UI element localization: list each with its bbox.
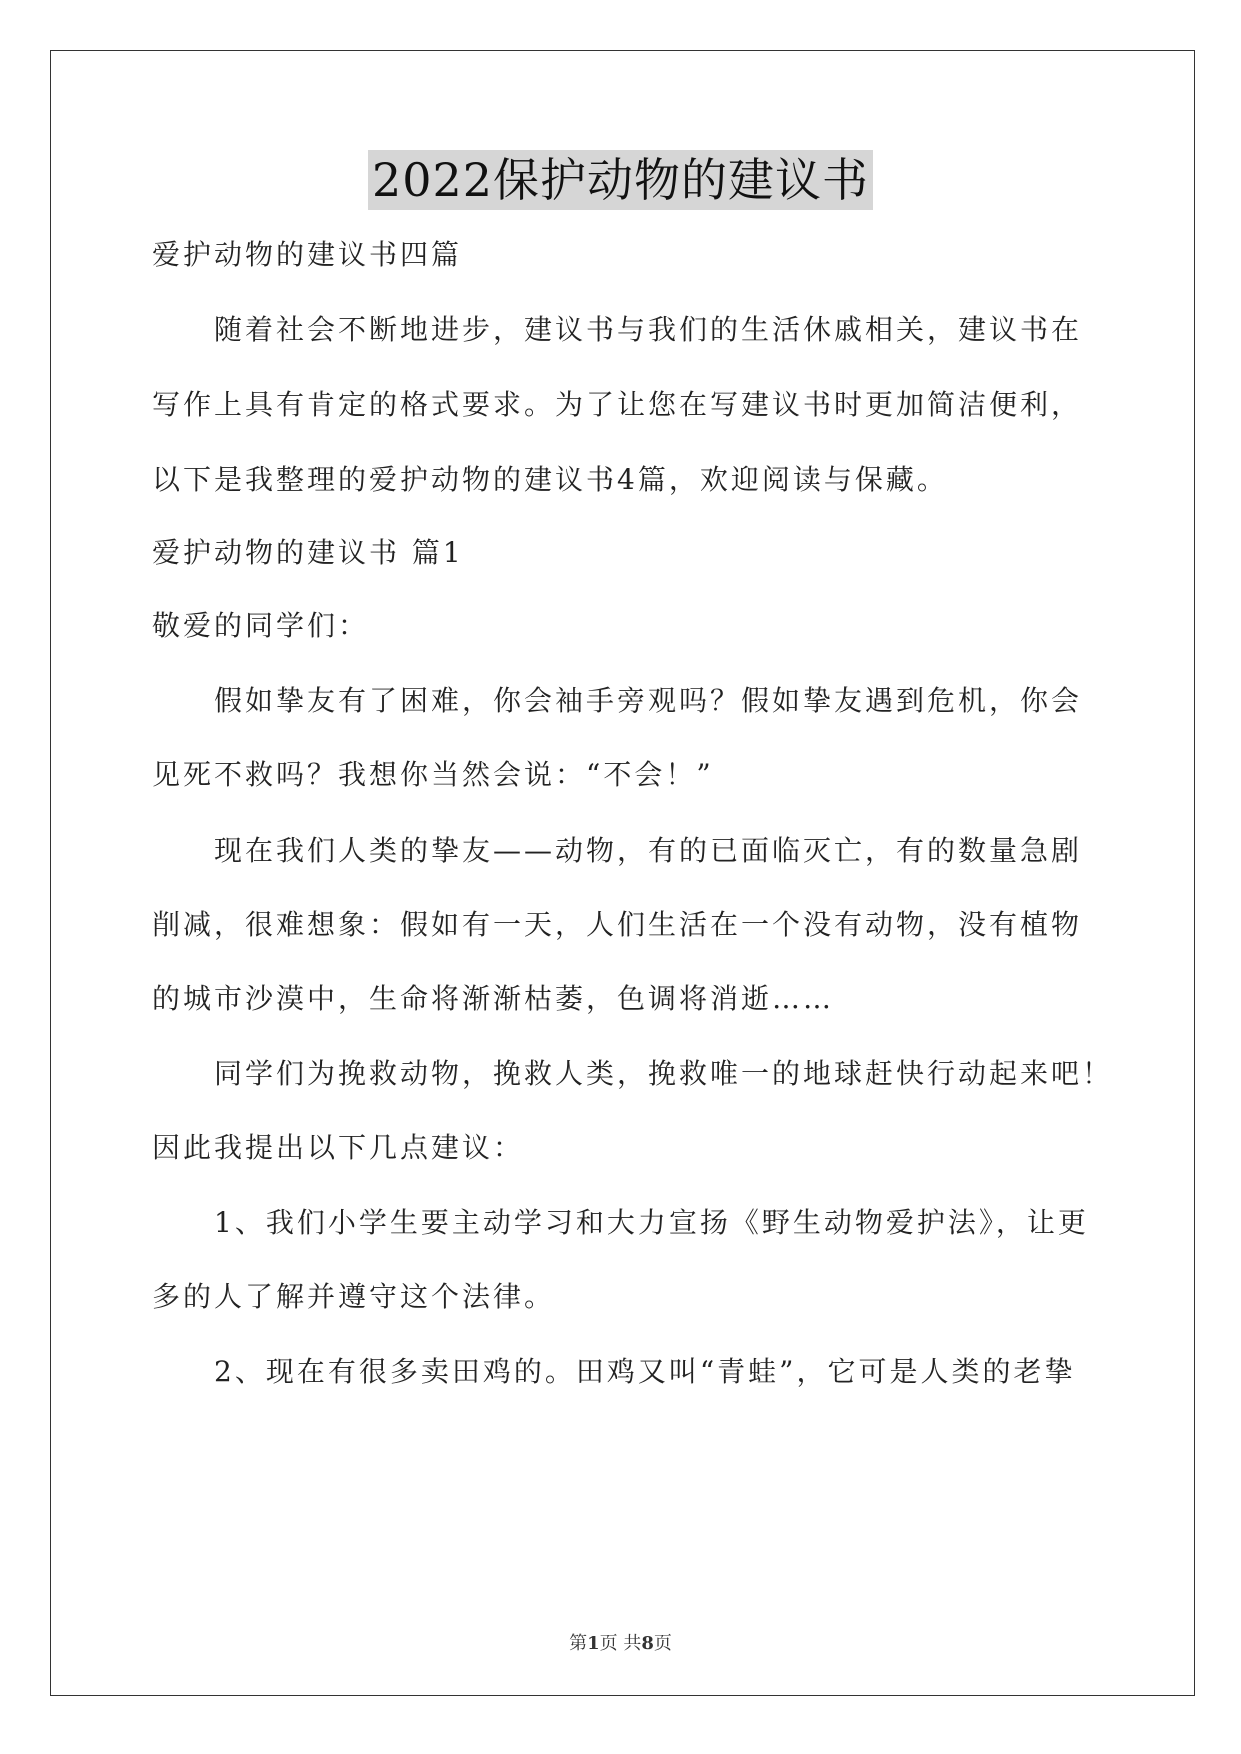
paragraph-line: 写作上具有肯定的格式要求。为了让您在写建议书时更加简洁便利，	[152, 388, 1083, 421]
paragraph-line: 因此我提出以下几点建议：	[152, 1131, 525, 1164]
page-mid: 页 共	[599, 1633, 642, 1654]
paragraph-line: 削减，很难想象：假如有一天，人们生活在一个没有动物，没有植物	[152, 908, 1083, 941]
page-footer	[0, 1632, 1241, 1656]
paragraph-line: 随着社会不断地进步，建议书与我们的生活休戚相关，建议书在	[214, 313, 1083, 346]
list-item-line: 1、我们小学生要主动学习和大力宣扬《野生动物爱护法》，让更	[214, 1206, 1089, 1239]
page-current: 1	[587, 1633, 600, 1654]
paragraph-line: 现在我们人类的挚友——动物，有的已面临灭亡，有的数量急剧	[214, 834, 1083, 867]
list-item-line: 2、现在有很多卖田鸡的。田鸡又叫“青蛙”，它可是人类的老挚	[214, 1355, 1076, 1388]
paragraph-line: 的城市沙漠中，生命将渐渐枯萎，色调将消逝……	[152, 982, 835, 1015]
page-prefix: 第	[569, 1633, 588, 1654]
paragraph-line: 见死不救吗？我想你当然会说：“不会！”	[152, 758, 714, 791]
document-title: 2022保护动物的建议书	[368, 150, 873, 210]
paragraph-line: 以下是我整理的爱护动物的建议书4篇，欢迎阅读与保藏。	[152, 463, 948, 496]
list-item-line: 多的人了解并遵守这个法律。	[152, 1280, 556, 1313]
page-border	[50, 50, 1195, 1696]
paragraph-line: 假如挚友有了困难，你会袖手旁观吗？假如挚友遇到危机，你会	[214, 684, 1083, 717]
salutation-line: 敬爱的同学们：	[152, 609, 370, 642]
title-container	[0, 150, 1241, 210]
page-suffix: 页	[653, 1633, 672, 1654]
section-heading: 爱护动物的建议书 篇1	[152, 536, 464, 569]
paragraph-line: 同学们为挽救动物，挽救人类，挽救唯一的地球赶快行动起来吧！	[214, 1057, 1114, 1090]
page-total: 8	[641, 1633, 654, 1654]
subtitle-line: 爱护动物的建议书四篇	[152, 238, 463, 271]
